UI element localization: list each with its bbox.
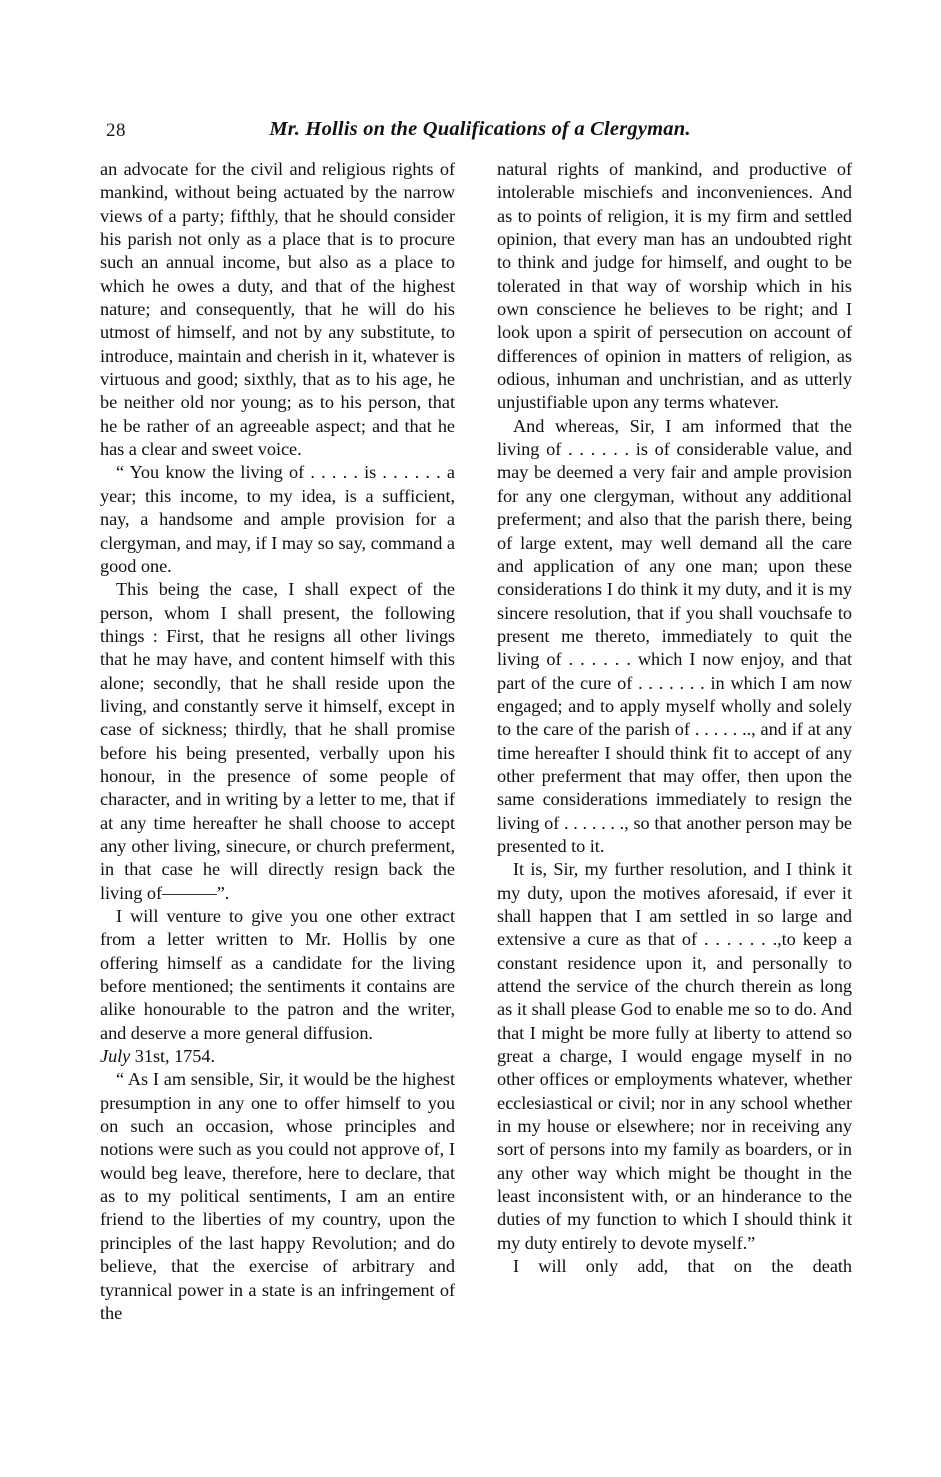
paragraph: “ As I am sensible, Sir, it would be the highest presumption in any one to offer himself to you on such an occasion, whose principles and notions were such as you could not approve of, I would beg leave, therefore, here to declare, that as to my political sentiments, I am an entire friend to the liberties of my country, upon the principles of the last happy Revolution; and do believe, that the exercise of arbitrary and tyrannical power in a state is an infringement of the	[100, 1069, 455, 1323]
paragraph: an advocate for the civil and religious rights of mankind, without being actuated by the narrow views of a party; fifthly, that he should consider his parish not only as a place that is to procure such an annual income, but also as a place to which he owes a duty, and that of the highest nature; and consequently, that he will do his utmost of himself, and not by any substitute, to introduce, maintain and cherish in it, whatever is virtuous and good; sixthly, that as to his age, he be neither old nor young; as to his person, that he be rather of an agreeable aspect; and that he has a clear and sweet voice.	[100, 159, 455, 460]
paragraph: It is, Sir, my further resolution, and I think it my duty, upon the motives aforesaid, if ever it shall happen that I am settled in so large and extensive a cure as that of . . . . . . .,to keep a constant residence upon it, and personally to attend the service of the church therein as long as it shall please God to enable me so to do. And that I might be more fully at liberty to attend so great a charge, I would engage myself in no other offices or employments whatever, whether ecclesiastical or civil; nor in any school whether in my house or elsewhere; nor in receiving any sort of persons into my family as boarders, or in any other way which might be thought in the least inconsistent with, or an hinderance to the duties of my function to which I should think it my duty entirely to devote myself.”	[497, 859, 852, 1253]
paragraph: natural rights of mankind, and productive of intolerable mischiefs and inconveniences. And as to points of religion, it is my firm and settled opinion, that every man has an undoubted right to think and judge for himself, and ought to be tolerated in that way of worship which in his own conscience he believes to be right; and I look upon a spirit of persecution on account of differences of opinion in matters of religion, as odious, inhuman and unchristian, and as utterly unjustifiable upon any terms whatever.	[497, 159, 852, 413]
paragraph: I will only add, that on the death	[513, 1256, 852, 1277]
right-column	[497, 158, 852, 1302]
dateline	[100, 1045, 455, 1068]
dateline-month: July	[100, 1046, 131, 1067]
dateline-rest: 31st, 1754.	[130, 1046, 215, 1067]
page-number: 28	[106, 120, 126, 141]
paragraph: This being the case, I shall expect of the person, whom I shall present, the following things : First, that he resigns all other livings that he may have, and content himself with this alone; secondly, that he shall reside upon the living, and constantly serve it himself, except in case of sickness; thirdly, that he shall promise before his being presented, verbally upon his honour, in the presence of some people of character, and in writing by a letter to me, that if at any time hereafter he shall choose to accept any other living, sinecure, or church preferment, in that case he will directly resign back the living of———”.	[100, 579, 455, 903]
paragraph: “ You know the living of . . . . . is . . . . . . a year; this income, to my idea, is a sufficient, nay, a handsome and ample provision for a clergyman, and may, if I may so say, command a good one.	[100, 462, 455, 576]
paragraph: I will venture to give you one other extract from a letter written to Mr. Hollis by one offering himself as a candidate for the living before mentioned; the sentiments it contains are alike honourable to the patron and the writer, and deserve a more general diffusion.	[100, 906, 455, 1043]
running-head	[100, 118, 860, 148]
running-title: Mr. Hollis on the Qualifications of a Clergyman.	[269, 118, 691, 140]
paragraph: And whereas, Sir, I am informed that the living of . . . . . . is of considerable value, and may be deemed a very fair and ample provision for any one clergyman, without any additional preferment; and also that the parish there, being of large extent, may well demand all the care and application of any one man; upon these considerations I do think it my duty, and it is my sincere resolution, that if you shall vouchsafe to present me thereto, immediately to quit the living of . . . . . . which I now enjoy, and that part of the cure of . . . . . . . in which I am now engaged; and to apply myself wholly and solely to the care of the parish of . . . . . .., and if at any time hereafter I should think fit to accept of any other preferment that may offer, then upon the same considerations immediately to resign the living of . . . . . . ., so that another person may be presented to it.	[497, 415, 852, 856]
left-column	[100, 158, 455, 1325]
